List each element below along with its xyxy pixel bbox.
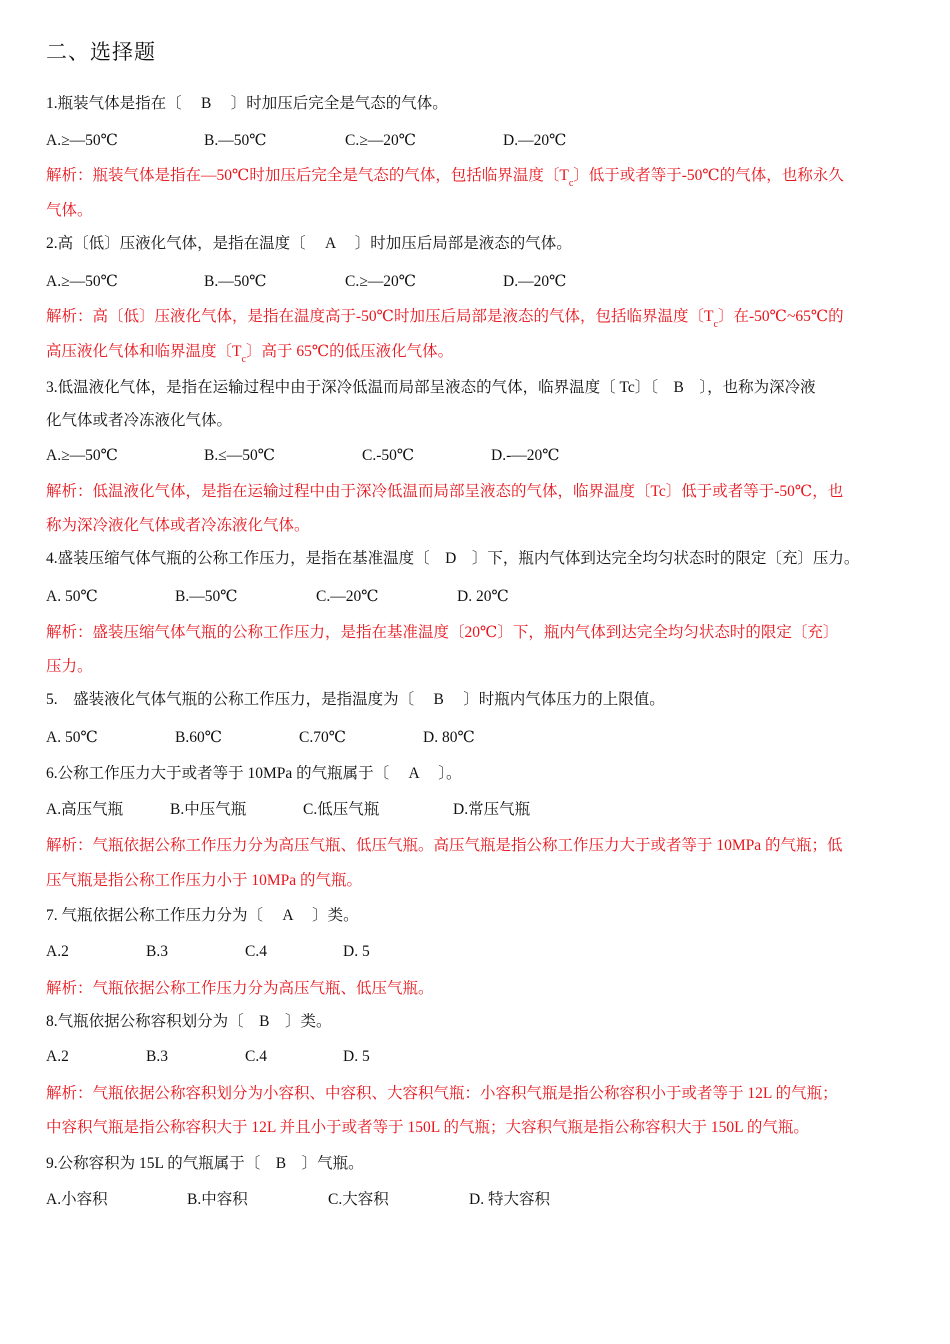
- question-4-analysis-line-2: 压力。: [46, 658, 93, 675]
- question-1-analysis-line-2: 气体。: [46, 202, 93, 219]
- question-8-option-c: C.4: [245, 1048, 267, 1065]
- question-2-option-b: B.—50℃: [204, 273, 267, 290]
- question-7-analysis-line-1: 解析：气瓶依据公称工作压力分为高压气瓶、低压气瓶。: [46, 980, 434, 997]
- question-3-option-a: A.≥—50℃: [46, 447, 118, 464]
- question-1-option-c: C.≥—20℃: [345, 132, 417, 149]
- question-5-option-a: A. 50℃: [46, 729, 98, 746]
- question-9-stem: 9.公称容积为 15L 的气瓶属于〔 B 〕气瓶。: [46, 1155, 364, 1172]
- question-9-option-d: D. 特大容积: [469, 1191, 550, 1208]
- question-3-analysis-line-2: 称为深冷液化气体或者冷冻液化气体。: [46, 517, 310, 534]
- question-1-option-b: B.—50℃: [204, 132, 267, 149]
- question-8-analysis-line-1: 解析：气瓶依据公称容积划分为小容积、中容积、大容积气瓶：小容积气瓶是指公称容积小于或者等于 12L 的气瓶；: [46, 1085, 838, 1102]
- question-8-option-b: B.3: [146, 1048, 168, 1065]
- question-9-option-c: C.大容积: [328, 1191, 389, 1208]
- question-6-option-d: D.常压气瓶: [453, 801, 531, 818]
- question-6-analysis-line-2: 压气瓶是指公称工作压力小于 10MPa 的气瓶。: [46, 872, 363, 889]
- section-title: 二、选择题: [46, 40, 156, 64]
- question-8-analysis-line-2: 中容积气瓶是指公称容积大于 12L 并且小于或者等于 150L 的气瓶；大容积气瓶是指公称容积大于 150L 的气瓶。: [46, 1119, 809, 1136]
- question-5-option-d: D. 80℃: [423, 729, 475, 746]
- question-1-analysis-line-1: 解析：瓶装气体是指在—50℃时加压后完全是气态的气体，包括临界温度〔$T_c$〕低于或者等于-50℃的气体，也称永久: [46, 167, 844, 189]
- question-7-stem: 7. 气瓶依据公称工作压力分为〔 A 〕类。: [46, 907, 359, 924]
- question-9-option-b: B.中容积: [187, 1191, 248, 1208]
- question-5-stem: 5. 盛装液化气体气瓶的公称工作压力，是指温度为〔 B 〕时瓶内气体压力的上限值。: [46, 691, 665, 708]
- question-3-option-b: B.≤—50℃: [204, 447, 276, 464]
- question-2-analysis-line-1: 解析：高〔低〕压液化气体，是指在温度高于-50℃时加压后局部是液态的气体，包括临界温度〔$T_c$〕在-50℃~65℃的: [46, 308, 844, 330]
- question-3-option-d: D.-—20℃: [491, 447, 560, 464]
- question-5-option-c: C.70℃: [299, 729, 347, 746]
- question-2-stem: 2.高〔低〕压液化气体，是指在温度〔 A 〕时加压后局部是液态的气体。: [46, 235, 572, 252]
- question-1-stem: 1.瓶装气体是指在〔 B 〕时加压后完全是气态的气体。: [46, 95, 448, 112]
- question-8-option-d: D. 5: [343, 1048, 370, 1065]
- question-2-analysis-line-2: 高压液化气体和临界温度〔$T_c$〕高于 65℃的低压液化气体。: [46, 343, 454, 365]
- question-8-stem: 8.气瓶依据公称容积划分为〔 B 〕类。: [46, 1013, 332, 1030]
- question-4-stem: 4.盛装压缩气体气瓶的公称工作压力，是指在基准温度〔 D 〕下，瓶内气体到达完全均匀状态时的限定〔充〕压力。: [46, 550, 860, 567]
- question-6-option-a: A.高压气瓶: [46, 801, 124, 818]
- question-6-option-c: C.低压气瓶: [303, 801, 380, 818]
- question-9-option-a: A.小容积: [46, 1191, 108, 1208]
- question-3-stem-line-1: 3.低温液化气体，是指在运输过程中由于深冷低温而局部呈液态的气体，临界温度〔 Tc〕〔 B 〕，也称为深冷液: [46, 379, 816, 396]
- question-1-option-a: A.≥—50℃: [46, 132, 118, 149]
- question-6-option-b: B.中压气瓶: [170, 801, 247, 818]
- question-7-option-a: A.2: [46, 943, 69, 960]
- question-4-option-d: D. 20℃: [457, 588, 509, 605]
- question-7-option-d: D. 5: [343, 943, 370, 960]
- question-4-option-a: A. 50℃: [46, 588, 98, 605]
- question-4-option-c: C.—20℃: [316, 588, 379, 605]
- question-1-option-d: D.—20℃: [503, 132, 567, 149]
- question-5-option-b: B.60℃: [175, 729, 223, 746]
- question-3-analysis-line-1: 解析：低温液化气体，是指在运输过程中由于深冷低温而局部呈液态的气体，临界温度〔Tc〕低于或者等于-50℃，也: [46, 483, 844, 500]
- question-2-option-c: C.≥—20℃: [345, 273, 417, 290]
- question-3-stem-line-2: 化气体或者冷冻液化气体。: [46, 412, 233, 429]
- question-7-option-c: C.4: [245, 943, 267, 960]
- question-4-analysis-line-1: 解析：盛装压缩气体气瓶的公称工作压力，是指在基准温度〔20℃〕下，瓶内气体到达完全均匀状态时的限定〔充〕: [46, 624, 839, 641]
- question-4-option-b: B.—50℃: [175, 588, 238, 605]
- question-8-option-a: A.2: [46, 1048, 69, 1065]
- question-2-option-a: A.≥—50℃: [46, 273, 118, 290]
- question-6-stem: 6.公称工作压力大于或者等于 10MPa 的气瓶属于〔 A 〕。: [46, 765, 462, 782]
- question-3-option-c: C.-50℃: [362, 447, 415, 464]
- question-2-option-d: D.—20℃: [503, 273, 567, 290]
- question-7-option-b: B.3: [146, 943, 168, 960]
- question-6-analysis-line-1: 解析：气瓶依据公称工作压力分为高压气瓶、低压气瓶。高压气瓶是指公称工作压力大于或者等于 10MPa 的气瓶；低: [46, 837, 843, 854]
